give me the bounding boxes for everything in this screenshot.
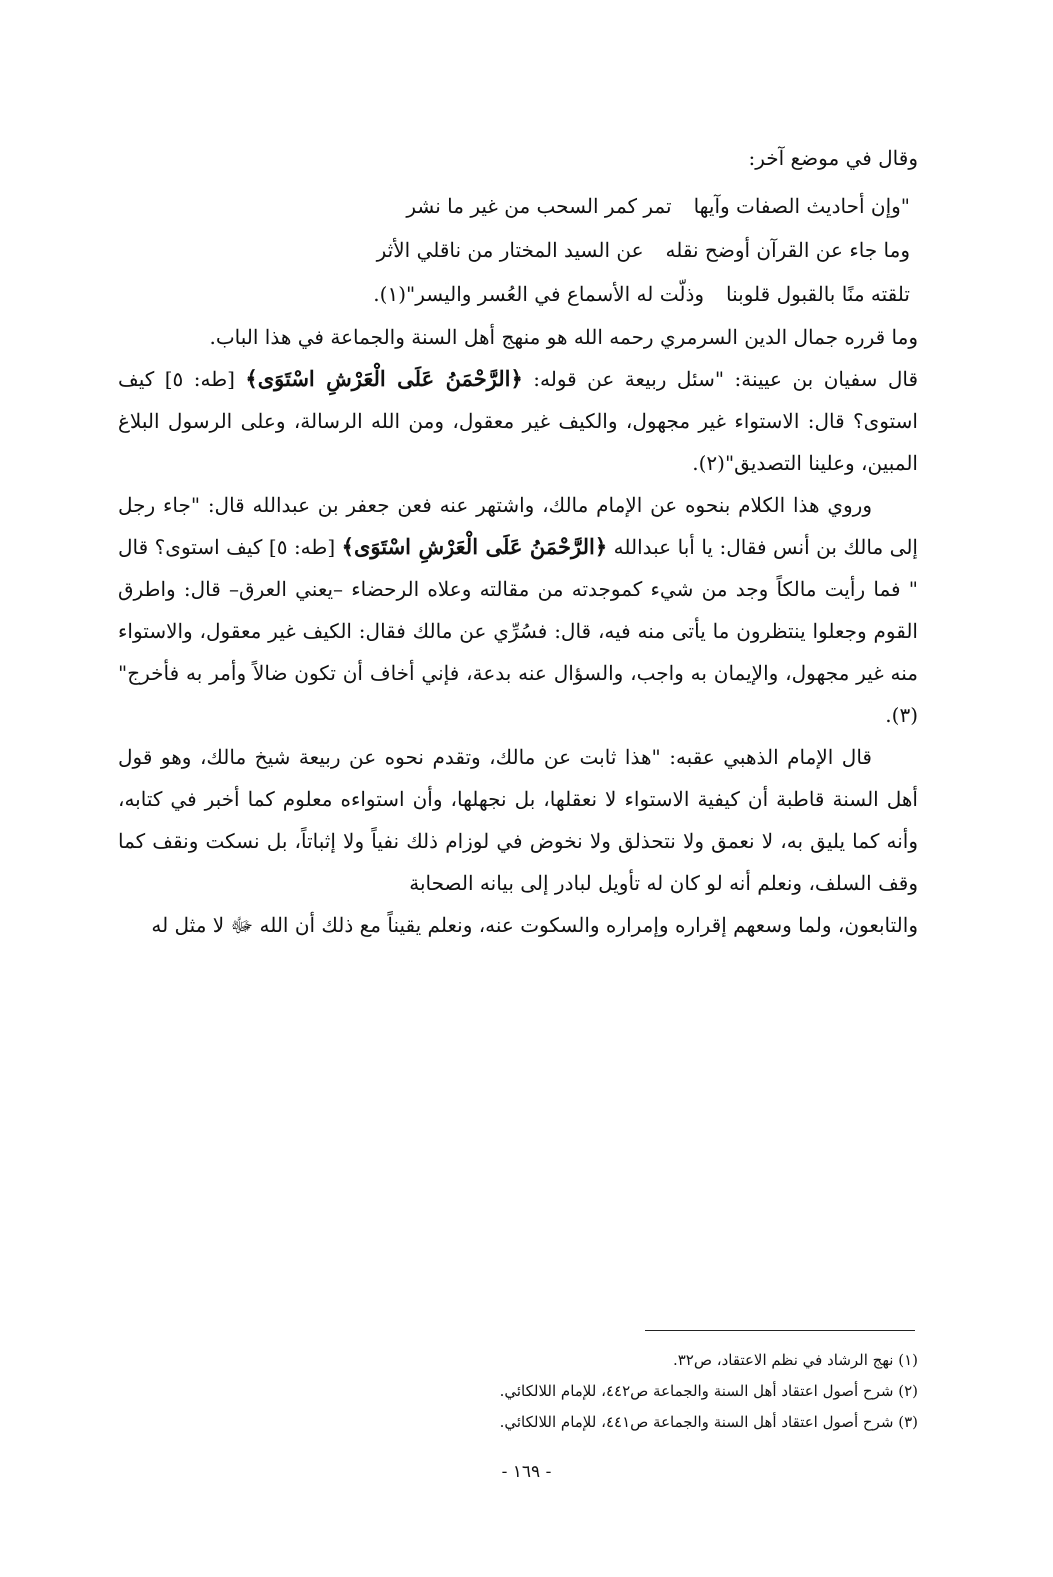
verse-3-first-hemistich: تلقته منًا بالقبول قلوبنا (726, 282, 910, 306)
quran-verse-1: ﴿الرَّحْمَنُ عَلَى الْعَرْشِ اسْتَوَى﴾ (245, 366, 523, 391)
paragraph-tabioon: والتابعون، ولما وسعهم إقراره وإمراره والسكوت عنه، ونعلم يقيناً مع ذلك أن الله ﷻ لا مثل له (151, 913, 918, 937)
verse-1-second-hemistich: تمر كمر السحب من غير ما نشر (406, 194, 672, 218)
sufyan-intro: قال سفيان بن عيينة: "سئل ربيعة عن قوله: (533, 367, 919, 391)
page-number: - ١٦٩ - (501, 1462, 552, 1482)
verse-1-first-hemistich: "وإن أحاديث الصفات وآيها (693, 194, 910, 218)
intro-line: وقال في موضع آخر: (748, 146, 918, 170)
quran-verse-2: ﴿الرَّحْمَنُ عَلَى الْعَرْشِ اسْتَوَى﴾ (341, 534, 608, 559)
verse-3-second-hemistich: وذلّت له الأسماع في العُسر واليسر"(١). (373, 282, 705, 306)
page-body (118, 138, 918, 946)
paragraph-dhahabi: قال الإمام الذهبي عقبه: "هذا ثابت عن مالك، وتقدم نحوه عن ربيعة شيخ مالك، وهو قول أهل السنة قاطبة أن كيفية الاستواء لا نعقلها، بل نجهلها، وأن استواءه معلوم كما أخبر في كتابه، وأنه كما يليق به، لا نعمق ولا نتحذلق ولا نخوض في لوزام ذلك نفياً ولا إثباتاً، بل نسكت ونقف كما وقف السلف، ونعلم أنه لو كان له تأويل لبادر إلى بيانه الصحابة (118, 745, 918, 895)
poem-verse-3 (118, 272, 918, 316)
malik-intro: وروي هذا الكلام بنحوه عن الإمام مالك، واشتهر عنه فعن جعفر بن عبدالله قال: "جاء رجل إلى مالك بن أنس فقال: يا أبا عبدالله (118, 493, 918, 559)
poem-verse-2 (118, 228, 918, 272)
quran-ref-2: [طه: ٥] (268, 535, 336, 559)
malik-quote: كيف استوى؟ قال " فما رأيت مالكاً وجد من شيء كموجدته من مقالته وعلاه الرحضاء –يعني العرق– قال: واطرق القوم وجعلوا ينتظرون ما يأتى منه فيه، قال: فسُرِّي عن مالك فقال: الكيف غير معقول، والاستواء منه غير مجهول، والإيمان به واجب، والسؤال عنه بدعة، فإني أخاف أن تكون ضالاً وأمر به فأخرج"(٣). (118, 535, 918, 727)
quran-ref-1: [طه: ٥] (164, 367, 235, 391)
poem-verse-1 (118, 184, 918, 228)
paragraph-sarmari: وما قرره جمال الدين السرمري رحمه الله هو منهج أهل السنة والجماعة في هذا الباب. (209, 325, 918, 349)
paragraph-malik (118, 484, 918, 736)
footnote-2: (٢) شرح أصول اعتقاد أهل السنة والجماعة ص٤٤٢، للإمام اللالكائي. (499, 1382, 918, 1400)
footnote-divider (645, 1330, 915, 1331)
verse-2-second-hemistich: عن السيد المختار من ناقلي الأثر (376, 238, 644, 262)
verse-2-first-hemistich: وما جاء عن القرآن أوضح نقله (665, 238, 910, 262)
footnotes (470, 1345, 918, 1438)
paragraph-sufyan (118, 358, 918, 484)
footnote-1: (١) نهج الرشاد في نظم الاعتقاد، ص٣٢. (672, 1351, 918, 1369)
footnote-3: (٣) شرح أصول اعتقاد أهل السنة والجماعة ص٤٤١، للإمام اللالكائي. (499, 1413, 918, 1431)
sufyan-quote: كيف استوى؟ قال: الاستواء غير مجهول، والكيف غير معقول، ومن الله الرسالة، وعلى الرسول البلاغ المبين، وعلينا التصديق"(٢). (118, 367, 918, 475)
